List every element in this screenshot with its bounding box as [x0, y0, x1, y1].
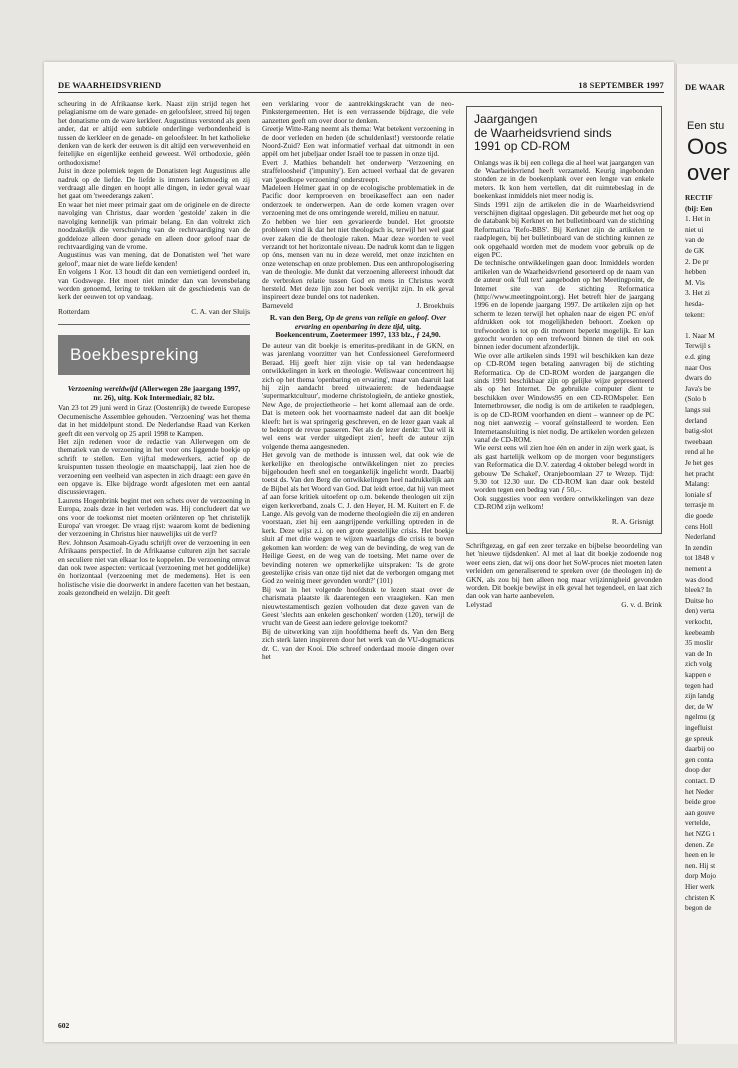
next-page-line: het Neder	[685, 786, 714, 796]
book-title: Op de grens van religie en geloof. Over ervaring en openbaring in deze tijd,	[294, 313, 447, 331]
paragraph: En waar het niet meer primair gaat om de originele en de directe navolging van Christus, daar worden 'gestolde' zaken in die navolging kennelijk van primair belang. En dan voltrekt zich noodzakelijk die verschuiving van de rechtvaardiging van de goddeloze alleen door genade en alleen door geloof naar de rechtvaardiging van de vrome.	[58, 199, 250, 251]
next-page-line: rend al he	[685, 447, 714, 457]
next-page-line: kappen e	[685, 670, 712, 679]
next-page-line: daarbij oo	[685, 744, 715, 754]
next-page-line: loniale sf	[685, 489, 712, 499]
next-page-line: vertelde,	[685, 818, 711, 828]
next-page-line: derland	[685, 415, 707, 425]
next-page-line: batig-slot	[685, 426, 713, 436]
header-publication: DE WAARHEIDSVRIEND	[58, 80, 162, 90]
divider	[58, 324, 250, 325]
next-page-line: (bij: Een	[685, 203, 713, 213]
paragraph: Madeleen Helmer gaat in op de ecologische problematiek in de Pacific door kernproeven en broeikaseffect aan een nader onderzoek te onderwerpen. Aan de orde komen vragen over verzoening met de ons omringende wereld, milieu en natuur.	[262, 183, 454, 218]
page-number: 602	[58, 1021, 70, 1030]
next-page-line: Terwijl s	[685, 341, 711, 351]
box-title-line: Jaargangen	[474, 112, 538, 126]
box-signature	[474, 518, 654, 526]
paragraph: scheuring in de Afrikaanse kerk. Naast zijn strijd tegen het pelagianisme om de ware genade- en geloofsleer, streed hij tegen het donatisme om de ware kerkleer. Augustinus verstond als geen ander, dat er altijd een subtiele onderlinge verbondenheid is tussen de kerkleer en de genade- en geloofsleer. In het katholieke denken van de kerk der eeuwen is dit altijd een verwevenheid en feitelijke en eigenlijke eenheid geweest. Wél orthodoxie, géén orthodoxisme!	[58, 99, 250, 167]
next-page-line: zich volg	[685, 659, 712, 669]
next-page-line: begon de	[685, 903, 712, 913]
paragraph: Evert J. Mathies behandelt het onderwerp 'Verzoening en straffeloosheid' ('impunity'). Een actueel verhaal dat de gevaren van 'goedkope verzoening' onderstreept.	[262, 157, 454, 184]
magazine-page	[44, 62, 674, 1042]
next-page-line: (Solo b	[685, 394, 707, 404]
next-page-line: terrasje m	[685, 500, 714, 510]
paragraph: Bij de uitwerking van zijn hoofdthema heeft ds. Van den Berg zich sterk laten inspireren door het werk van de VU-dogmaticus dr. C. van der Kooi. Die schreef onderdaad mooie dingen over het	[262, 626, 454, 661]
header-date: 18 SEPTEMBER 1997	[578, 80, 664, 90]
next-page-line: hebben	[685, 267, 707, 277]
running-header	[58, 80, 664, 93]
next-page-line: van de In	[685, 648, 713, 658]
next-page-line: 1. Het in	[685, 214, 711, 224]
paragraph: Wie over alle artikelen sinds 1991 wil beschikken kan deze op CD-ROM tegen betaling aanvragen bij de stichting Reformatica. Op de CD-ROM worden de jaargangen die sinds 1991 beschikbaar zijn op gelijke wijze gepresenteerd als op het Internet. De gebruikte computer dient te beschikken over Windows95 en een CD-ROMspeler. Een Internetbrowser, die nodig is om de artikelen te raadplegen, is op de CD-ROM voorhanden en dient – wanneer op de PC nog niet aanwezig – vooraf geïnstalleerd te worden. Een Internetaansluiting is niet nodig. De artikelen worden gelezen vanaf de CD-ROM.	[474, 350, 654, 444]
next-page-line: 35 moslir	[685, 638, 713, 648]
next-page-line: gen conta	[685, 754, 714, 764]
paragraph: Het gevolg van de methode is intussen wel, dat ook wie de kerkelijke en theologische ontwikkelingen niet zo precies bijgehouden heeft snel en toegankelijk ingelicht wordt. Daarbij toetst ds. Van den Berg die ontwikkelingen heel nadrukkelijk aan de Bijbel als het Woord van God. Dat leidt ertoe, dat hij van meet af aan forse kritiek uitoefent op o.m. bekende theologen uit zijn eigen kerkverband, zoals C. J. den Heyer, H. M. Kuitert en F. de Lange. Als gevolg van de moderne theologieën die zij en anderen voorstaan, ziet hij een aangrijpende verkilling optreden in de kerk. Deze wijst z.i. op een grote geestelijke crisis. Het boekje sluit af met drie wegen te wijzen waarlangs die crisis te boven gekomen kan worden: de weg van de bevinding, de weg van de Heilige Geest, en de weg van de toetsing. Met name over de bevinding noteren we opmerkelijke uitspraken: 'Is de grote geestelijke crisis van onze tijd niet dat de verborgen omgang met God zo weinig meer gevonden wordt?' (101)	[262, 450, 454, 586]
box-title	[474, 113, 654, 154]
next-page-line: naar Oos	[685, 362, 712, 372]
paragraph: Het zijn redenen voor de redactie van Allerwegen om de thematiek van de verzoening in het voor ons liggende boekje op schrift te stellen. Een vijftal medewerkers, actief op de kruispunten tussen theologie en maatschappij, laat zien hoe de verzoening een veelheid van aspecten in zich draagt: een gave én een opgave is. Elke bijdrage wordt afgesloten met een aantal discussievragen.	[58, 436, 250, 497]
next-page-line: Je het ges	[685, 458, 714, 467]
next-page-line: dwars do	[685, 373, 712, 383]
next-page-line: Java's be	[685, 383, 711, 393]
next-page-line: denen. Ze	[685, 839, 714, 849]
announcement-box	[466, 106, 662, 534]
next-page-line: het pracht	[685, 468, 714, 478]
book-author: R. van den Berg,	[269, 313, 324, 323]
box-title-line: 1991 op CD-ROM	[474, 139, 571, 153]
next-page-line: nement a	[685, 564, 712, 573]
box-title-line: de Waarheidsvriend sinds	[474, 125, 612, 140]
paragraph: Sinds 1991 zijn de artikelen die in de Waarheidsvriend verschijnen digitaal opgeslagen. Dit gebeurde met het oog op de databank bij Kerknet en het bulletinboard van de stichting Reformatica 'Refo-BBS'. Bij Kerknet zijn de artikelen te raadplegen, bij het bulletinboard van de stichting kunnen ze ook opgehaald worden met de modem voor gebruik op de eigen PC.	[474, 199, 654, 259]
signature-place: Rotterdam	[58, 306, 90, 316]
next-page-header: DE WAAR	[685, 82, 725, 92]
book-heading	[64, 385, 244, 402]
next-page-line: In zendin	[685, 542, 713, 552]
next-page-line: zijn landg	[685, 691, 714, 701]
next-page-line: Duitse ho	[685, 595, 714, 605]
paragraph: Juist in deze polemiek tegen de Donatisten legt Augustinus alle nadruk op de liefde. De liefde is immers lankmoedig en zij verdraagt alle dingen en hoopt alle dingen, in ieder geval waar het gaat om 'tweederangs zaken'.	[58, 166, 250, 201]
book-info: (Allerwegen 28e jaargang 1997, nr. 26), uitg. Kok Intermediair, 82 blz.	[93, 384, 241, 402]
paragraph: Rev. Johnson Asamoah-Gyadu schrijft over de verzoening in een Afrikaans perspectief. In de Afrikaanse culturen zijn het sacrale en seculiere niet van elkaar los te koppelen. De verzoening omvat dan ook twee aspecten: verticaal (verzoening met het goddelijke) én horizontaal (verzoening met de medemens). Het is een holistische visie die doorwerkt in andere facetten van het bestaan, zoals gezondheid en welzijn. Dit geeft	[58, 537, 250, 598]
signature	[466, 601, 662, 609]
signature-name: J. Broekhuis	[416, 300, 454, 310]
next-page-subtitle: Een stu	[687, 120, 725, 132]
next-page-edge	[676, 64, 738, 1044]
book-info: uitg. Boekencentrum, Zoetermeer 1997, 133 blz., ƒ 24,90.	[275, 321, 441, 340]
signature	[58, 308, 250, 316]
next-page-line: 1. Naar M	[685, 330, 715, 340]
paragraph: een verklaring voor de aantrekkingskracht van de neo-Pinkstergemeenten. Het is een verrassende bijdrage, die vele aanzetten geeft om over door te denken.	[262, 99, 454, 125]
signature-place: Barneveld	[262, 300, 293, 310]
next-page-line: nen. Hij st	[685, 860, 716, 870]
paragraph: En volgens 1 Kor. 13 houdt dit dan een vernietigend oordeel in, van Godswege. Het moet niet minder dan van levensbelang worden genoemd, lering te trekken uit de geschiedenis van de kerk der eeuwen tot op vandaag.	[58, 267, 250, 302]
next-page-line: der, de W	[685, 701, 714, 711]
next-page-line: tekent:	[685, 309, 705, 319]
paragraph: Schriftgezag, en gaf een zeer terzake en bijbelse beoordeling van het 'nieuwe tijdsdenken'. Al met al laat dit boekje zodoende nog weer eens zien, dat wij ons door het SoW-proces niet moeten laten verleiden om generaliserend te spreken over (de theologen in) de GKN, als zou bij hen alleen nog maar vrijzinnigheid gevonden worden. Dit boekje bewijst in elk geval het tegendeel, en laat zich dan ook van harte aanbevelen.	[466, 540, 662, 601]
paragraph: De auteur van dit boekje is emeritus-predikant in de GKN, en was jarenlang voorzitter van het Confessioneel Gereformeerd Beraad. Hij geeft hier zijn visie op tal van hedendaagse ontwikkelingen in kerk en theologie. Weliswaar concentreert hij zich op het thema 'openbaring en ervaring', maar van daaruit laat hij zijn aandacht breed uitwaaieren: de hedendaagse 'supermarktcultuur', moderne christologieën, de antieke gnostiek, New Age, de projectietheorie – het komt allemaal aan de orde. Dat is meteen ook het voornaamste nadeel dat aan dit boekje kleeft: het is wat springerig geschreven, en de lezer gaan vaak al te beknopt de revue passeren. Net als de lezer denkt: 'Dat wil ik wel eens wat verder uitgediept zien', heeft de auteur zijn volgende thema aangesneden.	[262, 340, 454, 451]
next-page-line: niet ui	[685, 224, 704, 234]
column-1	[58, 100, 250, 598]
next-page-line: de GK	[685, 246, 705, 255]
signature-name: C. A. van der Sluijs	[191, 306, 250, 316]
next-page-line: RECTIF	[685, 193, 713, 202]
next-page-line: Nederland	[685, 532, 716, 542]
book-title: Verzoening wereldwijd	[67, 384, 138, 394]
next-page-line: Hier werk	[685, 882, 715, 891]
section-banner-title: Boekbespreking	[70, 344, 199, 364]
next-page-line: die goede	[685, 511, 714, 520]
paragraph: Ook suggesties voor een verdere ontwikkelingen van deze CD-ROM zijn welkom!	[474, 493, 654, 512]
next-page-line: langs sui	[685, 405, 711, 414]
next-page-line: tot 1848 v	[685, 553, 715, 563]
signature-name: R. A. Grisnigt	[611, 516, 654, 526]
next-page-line: dorp Mojo	[685, 871, 717, 881]
signature-name: G. v. d. Brink	[621, 599, 662, 609]
paragraph: Bij wat in het volgende hoofdstuk te lezen staat over de charismata plaatste ik daarentegen een vraagteken. Kan men nieuwtestamentisch gezien volhouden dat deze gaven van de Geest 'slechts aan enkelen geschonken' worden (120), terwijl de vrucht van de Geest aan iedere gelovige toekomt?	[262, 584, 454, 628]
paragraph: Wie eerst eens wil zien hoe één en ander in zijn werk gaat, is als gast hartelijk welkom op de morgen voor begunstigers van Reformatica die D.V. zaterdag 4 oktober belegd wordt in gebouw 'De Schakel', Oranjeboomlaan 27 te Wezep. Tijd: 9.30 tot 12.30 uur. De CD-ROM kan daar ook besteld worden tegen een bedrag van ƒ 50,–.	[474, 443, 654, 495]
signature-place: Lelystad	[466, 599, 492, 609]
next-page-line: Malang:	[685, 479, 710, 489]
book-heading	[268, 314, 448, 340]
paragraph: De technische ontwikkelingen gaan door. Inmiddels worden artikelen van de Waarheidsvriend gesorteerd op de naam van de auteur ook 'full text' aangeboden op het Meetingpoint, de Internet site van de stichting Reformatica (http://www.meetingpoint.org). Het betreft hier de jaargang 1996 en de lopende jaargang 1997. De artikelen zijn op het scherm te lezen terwijl het ophalen naar de eigen PC en/of afdrukken ook tot mogelijkheden behoort. Zoeken op trefwoorden is tot op dit moment beperkt mogelijk. Er kan gezocht worden op een trefwoord binnen de titel en ook binnen ieder document afzonderlijk.	[474, 258, 654, 352]
paragraph: Zo hebben we hier een gevarieerde bundel. Het grootste probleem vind ik dat het niet theologisch is, terwijl het wel gaat over zaken die de theologie raken. Maar deze worden te veel verzandt tot het horizontale niveau. De nadruk komt dan te liggen op óns, mensen van nu in deze wereld, met onze inzichten en onze wetenschap en onze problemen. Dus een anthropologisering van de theologie. Me dunkt dat verzoening allereerst inhoudt dat de verbroken relatie tussen God en mens in Christus wordt hersteld. Met deze lijn zou het boek verrijkt zijn. In elk geval inspireert deze bundel ons tot nadenken.	[262, 216, 454, 302]
next-page-title-line: Oos	[687, 134, 728, 159]
next-page-line: e.d. ging	[685, 352, 711, 361]
next-page-line: M. Vis	[685, 277, 705, 287]
next-page-line: contact. D	[685, 776, 715, 785]
paragraph: Greetje Witte-Rang neemt als thema: Wat betekent verzoening in de door verleden en heden (de schuldenlast!) verstoorde relatie Noord-Zuid? Een wat informatief verhaal dat uitmondt in een appèl om het jubeljaar onder Israël toe te passen in onze tijd.	[262, 124, 454, 159]
next-page-line: verkocht,	[685, 617, 713, 626]
next-page-line: het NZG t	[685, 829, 715, 838]
next-page-line: cens Holl	[685, 521, 713, 531]
next-page-line: 2. De pr	[685, 256, 709, 266]
next-page-line: christen K	[685, 892, 716, 902]
next-page-line: tegen had	[685, 680, 714, 690]
paragraph: Onlangs was ik bij een collega die al heel wat jaargangen van de Waarheidsvriend heeft verzameld. Keurig ingebonden stonden ze in de boekenplank over een lengte van enkele meters. Ik kon hem vertellen, dat dit ruimtebeslag in de boekenkast inmiddels niet meer nodig is.	[474, 157, 654, 201]
next-page-line: tweebaan	[685, 436, 713, 446]
next-page-line: 3. Het zi	[685, 288, 710, 298]
next-page-line: was dood	[685, 574, 713, 584]
signature	[262, 302, 454, 310]
next-page-line: ngelmu (g	[685, 712, 715, 722]
next-page-line: aan gouve	[685, 807, 715, 817]
paragraph: Van 23 tot 29 juni werd in Graz (Oostenrijk) de tweede Europese Oecumenische Assemblee gehouden. 'Verzoening' was het thema dat in het middelpunt stond. De Nederlandse Raad van Kerken geeft dit een vervolg op 25 april 1998 te Kampen.	[58, 403, 250, 438]
next-page-line: heen en le	[685, 850, 715, 860]
next-page-line: bleek? In	[685, 585, 712, 595]
paragraph: Laurens Hogenbrink begint met een schets over de verzoening in Europa, zoals deze in het verleden was. Hij concludeert dat we ons voor de toekomst niet moeten oriënteren op 'het christelijk Europa' van vroeger. De vraag rijst: waarom komt de bediening der verzoening in Christus hier nauwelijks uit de verf?	[58, 495, 250, 539]
section-banner	[58, 335, 250, 375]
next-page-title-line: over	[687, 160, 730, 185]
paragraph: Augustinus was van mening, dat de Donatisten wel 'het ware geloof', maar niet de ware liefde kenden!	[58, 250, 250, 268]
next-page-line: ingefluist	[685, 723, 713, 732]
next-page-line: hesda-	[685, 299, 705, 308]
next-page-line: van de	[685, 235, 705, 245]
next-page-line: ge spreuk	[685, 733, 714, 743]
next-page-line: doop der	[685, 765, 711, 775]
next-page-line: keebeamb	[685, 627, 715, 637]
next-page-line: beide groe	[685, 797, 716, 807]
next-page-line: den) verta	[685, 606, 715, 616]
column-2	[262, 100, 454, 661]
column-3	[466, 100, 662, 609]
